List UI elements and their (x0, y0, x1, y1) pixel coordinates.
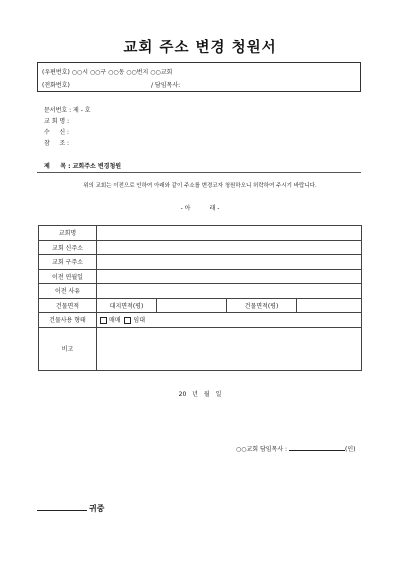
recipient-suffix: 귀중 (89, 504, 105, 513)
option-sale-label: 매매 (109, 317, 121, 325)
recipient-blank[interactable] (37, 502, 87, 511)
value-move-reason[interactable] (97, 284, 362, 299)
recipient-field: 수 신 : (44, 129, 70, 136)
usage-type-options (97, 313, 362, 328)
table-row (39, 269, 362, 284)
label-new-address: 교회 신주소 (39, 240, 97, 255)
header-pastor: / 담임목사: (151, 82, 181, 89)
table-row (39, 327, 362, 370)
table-row (39, 226, 362, 241)
below-heading: - 아 래 - (180, 205, 220, 212)
signature-blank[interactable] (289, 444, 345, 451)
table-row (39, 284, 362, 299)
reference-field: 참 조 : (44, 140, 70, 147)
label-building-area: 건물면적 (39, 298, 97, 313)
church-name-field: 교 회 명 : (44, 118, 70, 125)
table-row (39, 313, 362, 328)
option-lease-label: 임대 (133, 317, 146, 325)
seal-mark: (인) (345, 446, 356, 453)
table-row (39, 255, 362, 270)
value-remarks[interactable] (97, 327, 362, 370)
body-text: 위의 교회는 이전으로 인하여 아래와 같이 주소를 변경코자 청원하오니 허락하여 주시기 바랍니다. (83, 183, 317, 189)
label-move-reason: 이전 사유 (39, 284, 97, 299)
value-church-name[interactable] (97, 226, 362, 241)
document-title: 교회 주소 변경 청원서 (123, 40, 277, 56)
label-move-date: 이전 연월일 (39, 269, 97, 284)
recipient-closing (37, 502, 104, 514)
label-old-address: 교회 구주소 (39, 255, 97, 270)
signature-line (236, 444, 356, 453)
table-row (39, 298, 362, 313)
label-usage-type: 건물사용 형태 (39, 313, 97, 328)
header-address: (우편번호) ○○시 ○○구 ○○동 ○○번지 ○○교회 (42, 69, 173, 76)
checkbox-lease[interactable] (124, 317, 131, 324)
label-remarks: 비고 (39, 327, 97, 370)
header-box (37, 62, 361, 92)
label-land-area: 대지면적(평) (97, 298, 157, 313)
value-old-address[interactable] (97, 255, 362, 270)
divider (37, 172, 361, 173)
value-move-date[interactable] (97, 269, 362, 284)
signature-prefix: ○○교회 담임목사 : (236, 446, 288, 453)
label-building-area-pyeong: 건물면적(평) (227, 298, 297, 313)
value-land-area[interactable] (157, 298, 227, 313)
value-building-area-pyeong[interactable] (297, 298, 362, 313)
table-row (39, 240, 362, 255)
doc-number: 문서번호 : 제 - 호 (44, 107, 91, 114)
date-line: 20 년 월 일 (178, 391, 222, 398)
change-form-table (38, 225, 362, 371)
checkbox-sale[interactable] (100, 317, 107, 324)
label-church-name: 교회명 (39, 226, 97, 241)
header-phone: (전화번호) (42, 82, 70, 89)
value-new-address[interactable] (97, 240, 362, 255)
subject-line: 제 목 : 교회주소 변경청원 (44, 163, 122, 170)
